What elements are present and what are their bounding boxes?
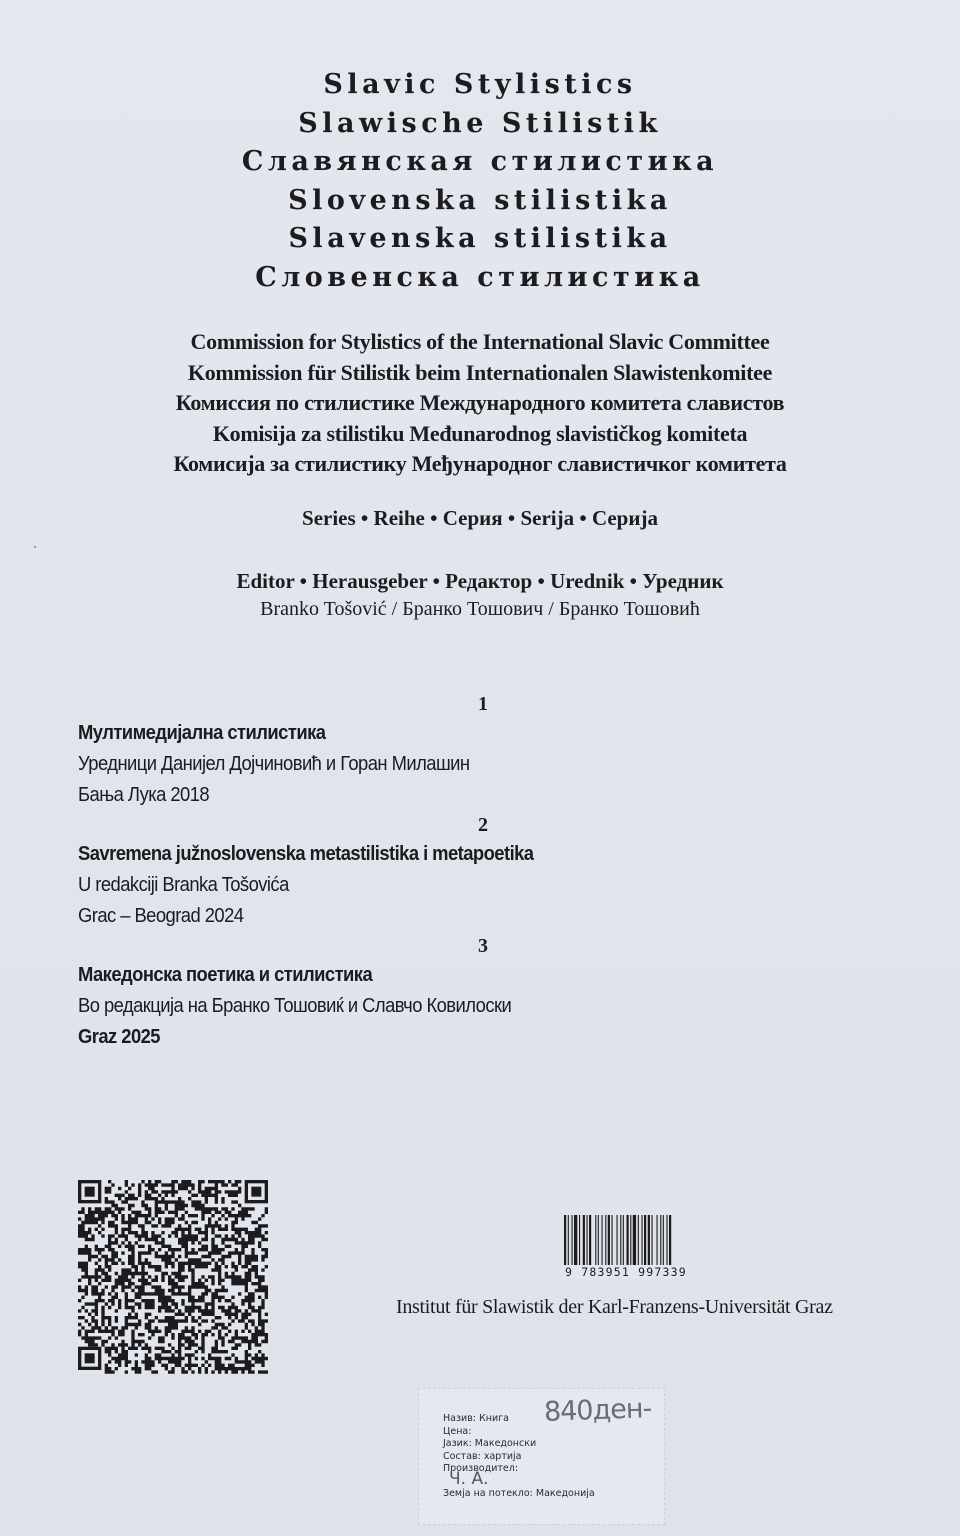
series-label: Series • Reihe • Серия • Serija • Серија: [302, 506, 658, 530]
series-title-german: Slawische Stilistik: [298, 107, 662, 139]
volume-editors: Уредници Данијел Дојчиновић и Горан Милашин: [78, 753, 470, 775]
volume-place-year: Graz 2025: [78, 1026, 160, 1048]
volume-editors: Во редакција на Бранко Тошовиќ и Славчо Ковилоски: [78, 995, 512, 1017]
series-title-russian: Славянская стилистика: [241, 146, 719, 177]
series-title-serbian: Словенска стилистика: [255, 261, 705, 293]
volume-title: Мултимедијална стилистика: [78, 722, 326, 744]
publisher-name: Institut für Slawistik der Karl-Franzens-Universität Graz: [396, 1296, 833, 1318]
paper-speck: [34, 546, 36, 548]
editor-label: Editor • Herausgeber • Редактор • Urednik • Уредник: [236, 569, 724, 593]
handwritten-price: 840ден-: [543, 1393, 652, 1428]
series-title-croatian: Slavenska stilistika: [288, 223, 672, 254]
volume-number: 3: [478, 935, 488, 957]
series-title-english: Slavic Stylistics: [323, 69, 637, 100]
label-material: Состав: хартија: [443, 1450, 522, 1462]
commission-croatian: Komisija za stilistiku Međunarodnog slavističkog komiteta: [212, 420, 748, 446]
volume-title: Savremena južnoslovenska metastilistika i metapoetika: [78, 843, 534, 865]
qr-code[interactable]: [78, 1180, 268, 1374]
volume-list: [78, 690, 898, 1053]
volume-number: 1: [478, 693, 488, 715]
price-label-sticker: [418, 1388, 665, 1525]
volume-item: [78, 811, 898, 932]
label-price: Цена:: [443, 1425, 472, 1437]
volume-number: 2: [478, 814, 488, 836]
isbn-barcode: [564, 1215, 714, 1280]
commission-english: Commission for Stylistics of the International Slavic Committee: [190, 329, 770, 354]
commission-german: Kommission für Stilistik beim Internationalen Slawistenkomitee: [187, 359, 773, 385]
commission-block: [0, 327, 960, 480]
editor-block: [0, 567, 960, 623]
series-title-slovene: Slovenska stilistika: [288, 184, 672, 216]
label-name: Назив: Книга: [443, 1413, 509, 1424]
volume-title: Македонска поетика и стилистика: [78, 964, 373, 986]
label-origin: Земја на потекло: Македонија: [443, 1488, 595, 1499]
qr-code-icon: [78, 1180, 268, 1374]
commission-russian: Комиссия по стилистике Международного комитета славистов: [175, 390, 785, 415]
label-language: Јазик: Македонски: [443, 1438, 537, 1449]
commission-serbian: Комисија за стилистику Међународног славистичког комитета: [173, 451, 787, 476]
isbn-digits: 9 783951 997339: [565, 1265, 687, 1279]
volume-item: [78, 690, 898, 811]
editor-name: Branko Tošović / Бранко Тошович / Бранко Тошовић: [260, 598, 700, 620]
label-producer: Производител:: [443, 1463, 519, 1474]
volume-editors: U redakciji Branka Tošovića: [78, 874, 289, 896]
handwritten-producer: Ч. А.: [449, 1469, 489, 1489]
volume-item: [78, 932, 898, 1053]
volume-place-year: Бања Лука 2018: [78, 784, 210, 806]
volume-place-year: Grac – Beograd 2024: [78, 905, 244, 927]
series-titles: [0, 66, 960, 297]
